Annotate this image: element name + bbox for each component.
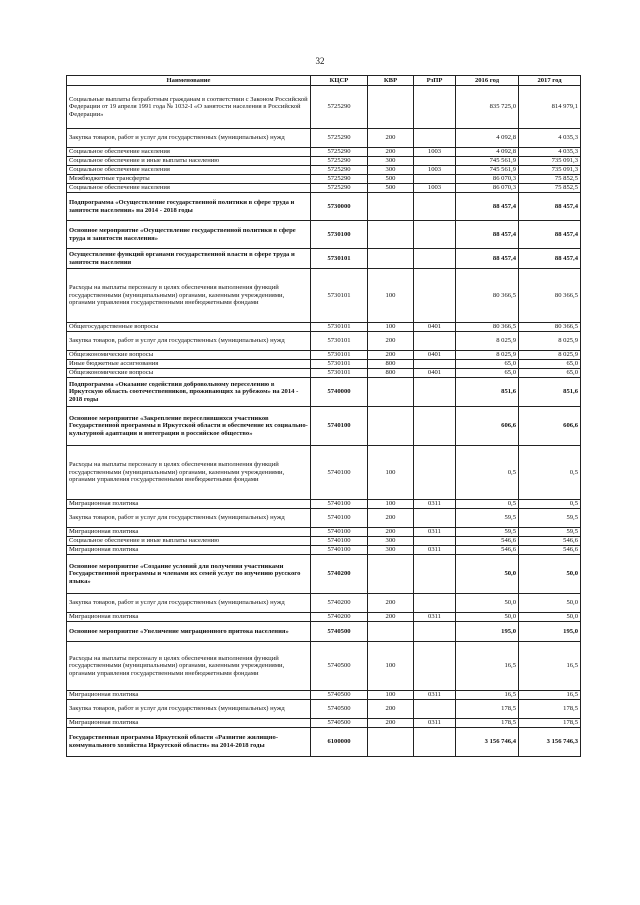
cell-2017: 0,5 bbox=[519, 500, 581, 509]
cell-2017: 8 025,9 bbox=[519, 351, 581, 360]
cell-rzpr: 1003 bbox=[414, 184, 456, 193]
cell-name: Основное мероприятие «Закрепление переселившихся участников Государственной программы в Иркутской области и обеспечение их социально-культурной адаптации и интеграции в российское общество» bbox=[67, 407, 311, 446]
cell-kvr: 100 bbox=[368, 446, 414, 500]
cell-rzpr bbox=[414, 193, 456, 221]
cell-2017: 50,0 bbox=[519, 613, 581, 622]
cell-kvr: 300 bbox=[368, 537, 414, 546]
cell-kvr: 100 bbox=[368, 500, 414, 509]
cell-kcsr: 5725290 bbox=[311, 184, 368, 193]
header-kcsr: КЦСР bbox=[311, 76, 368, 86]
cell-rzpr: 0401 bbox=[414, 369, 456, 378]
table-row bbox=[67, 613, 581, 622]
cell-name: Миграционная политика bbox=[67, 528, 311, 537]
cell-2017: 65,0 bbox=[519, 360, 581, 369]
table-row bbox=[67, 642, 581, 691]
cell-kvr: 200 bbox=[368, 613, 414, 622]
cell-name: Миграционная политика bbox=[67, 546, 311, 555]
cell-name: Закупка товаров, работ и услуг для государственных (муниципальных) нужд bbox=[67, 332, 311, 351]
cell-2016: 0,5 bbox=[456, 500, 519, 509]
cell-kcsr: 5740500 bbox=[311, 700, 368, 719]
cell-2016: 8 025,9 bbox=[456, 332, 519, 351]
cell-2017: 8 025,9 bbox=[519, 332, 581, 351]
cell-kcsr: 5730101 bbox=[311, 369, 368, 378]
cell-2017: 80 366,5 bbox=[519, 269, 581, 323]
cell-2017: 50,0 bbox=[519, 594, 581, 613]
table-row bbox=[67, 269, 581, 323]
table-row bbox=[67, 728, 581, 757]
budget-table bbox=[66, 75, 581, 757]
table-row bbox=[67, 546, 581, 555]
cell-2017: 88 457,4 bbox=[519, 193, 581, 221]
table-row bbox=[67, 221, 581, 249]
cell-rzpr bbox=[414, 728, 456, 757]
cell-2017: 16,5 bbox=[519, 642, 581, 691]
cell-kvr: 300 bbox=[368, 546, 414, 555]
cell-name: Социальное обеспечение населения bbox=[67, 166, 311, 175]
cell-kcsr: 5740100 bbox=[311, 509, 368, 528]
cell-kcsr: 5730101 bbox=[311, 351, 368, 360]
table-row bbox=[67, 157, 581, 166]
cell-rzpr bbox=[414, 378, 456, 407]
table-body bbox=[67, 86, 581, 757]
cell-kcsr: 6100000 bbox=[311, 728, 368, 757]
cell-kvr: 100 bbox=[368, 269, 414, 323]
cell-2017: 75 852,5 bbox=[519, 175, 581, 184]
cell-name: Закупка товаров, работ и услуг для государственных (муниципальных) нужд bbox=[67, 594, 311, 613]
cell-2017: 80 366,5 bbox=[519, 323, 581, 332]
cell-2016: 50,0 bbox=[456, 594, 519, 613]
cell-2016: 50,0 bbox=[456, 613, 519, 622]
cell-kcsr: 5730000 bbox=[311, 193, 368, 221]
cell-2016: 0,5 bbox=[456, 446, 519, 500]
table-row bbox=[67, 369, 581, 378]
cell-kcsr: 5740100 bbox=[311, 528, 368, 537]
cell-2016: 851,6 bbox=[456, 378, 519, 407]
cell-2017: 178,5 bbox=[519, 700, 581, 719]
cell-2016: 4 092,8 bbox=[456, 129, 519, 148]
cell-rzpr: 0401 bbox=[414, 323, 456, 332]
table-row bbox=[67, 594, 581, 613]
cell-kvr: 200 bbox=[368, 148, 414, 157]
table-row bbox=[67, 446, 581, 500]
cell-kvr: 800 bbox=[368, 369, 414, 378]
cell-kcsr: 5730101 bbox=[311, 360, 368, 369]
cell-kvr: 200 bbox=[368, 594, 414, 613]
cell-kcsr: 5740500 bbox=[311, 691, 368, 700]
cell-2016: 80 366,5 bbox=[456, 323, 519, 332]
cell-kcsr: 5740200 bbox=[311, 555, 368, 594]
table-row bbox=[67, 360, 581, 369]
cell-kcsr: 5730101 bbox=[311, 269, 368, 323]
cell-kvr: 500 bbox=[368, 175, 414, 184]
cell-kcsr: 5730100 bbox=[311, 221, 368, 249]
cell-kvr: 800 bbox=[368, 360, 414, 369]
table-row bbox=[67, 323, 581, 332]
table-row bbox=[67, 351, 581, 360]
cell-2016: 88 457,4 bbox=[456, 193, 519, 221]
cell-2016: 546,6 bbox=[456, 537, 519, 546]
cell-rzpr bbox=[414, 594, 456, 613]
cell-kcsr: 5740200 bbox=[311, 594, 368, 613]
cell-kcsr: 5725290 bbox=[311, 129, 368, 148]
cell-rzpr bbox=[414, 537, 456, 546]
cell-2016: 16,5 bbox=[456, 691, 519, 700]
cell-rzpr bbox=[414, 642, 456, 691]
cell-rzpr: 0311 bbox=[414, 719, 456, 728]
cell-name: Миграционная политика bbox=[67, 500, 311, 509]
cell-name: Общеэкономические вопросы bbox=[67, 369, 311, 378]
cell-kvr: 300 bbox=[368, 157, 414, 166]
cell-rzpr bbox=[414, 221, 456, 249]
table-row bbox=[67, 528, 581, 537]
table-row bbox=[67, 378, 581, 407]
cell-kcsr: 5740500 bbox=[311, 622, 368, 642]
header-2017: 2017 год bbox=[519, 76, 581, 86]
cell-rzpr: 0401 bbox=[414, 351, 456, 360]
table-row bbox=[67, 555, 581, 594]
cell-2017: 195,0 bbox=[519, 622, 581, 642]
cell-kcsr: 5740500 bbox=[311, 642, 368, 691]
cell-2016: 65,0 bbox=[456, 369, 519, 378]
cell-kcsr: 5725290 bbox=[311, 148, 368, 157]
cell-kvr: 200 bbox=[368, 351, 414, 360]
cell-kcsr: 5725290 bbox=[311, 86, 368, 129]
header-2016: 2016 год bbox=[456, 76, 519, 86]
cell-kvr: 200 bbox=[368, 129, 414, 148]
cell-2017: 814 979,1 bbox=[519, 86, 581, 129]
cell-2017: 59,5 bbox=[519, 509, 581, 528]
cell-rzpr: 1003 bbox=[414, 148, 456, 157]
cell-kvr bbox=[368, 249, 414, 269]
cell-name: Закупка товаров, работ и услуг для государственных (муниципальных) нужд bbox=[67, 129, 311, 148]
cell-name: Осуществление функций органами государственной власти в сфере труда и занятости населения bbox=[67, 249, 311, 269]
cell-rzpr bbox=[414, 175, 456, 184]
cell-rzpr bbox=[414, 86, 456, 129]
cell-kvr: 200 bbox=[368, 509, 414, 528]
cell-kcsr: 5740100 bbox=[311, 500, 368, 509]
cell-2017: 606,6 bbox=[519, 407, 581, 446]
cell-kvr: 100 bbox=[368, 323, 414, 332]
cell-name: Расходы на выплаты персоналу в целях обеспечения выполнения функций государственными (муниципальными) органами, казенными учреждениями, органами управления государственными внебюджетными фондами bbox=[67, 446, 311, 500]
cell-kcsr: 5740000 bbox=[311, 378, 368, 407]
cell-kvr: 200 bbox=[368, 332, 414, 351]
table-row bbox=[67, 691, 581, 700]
cell-2016: 16,5 bbox=[456, 642, 519, 691]
cell-kvr bbox=[368, 86, 414, 129]
cell-kvr: 500 bbox=[368, 184, 414, 193]
cell-name: Государственная программа Иркутской области «Развитие жилищно-коммунального хозяйства Иркутской области» на 2014-2018 годы bbox=[67, 728, 311, 757]
cell-kcsr: 5740100 bbox=[311, 407, 368, 446]
header-rzpr: РзПР bbox=[414, 76, 456, 86]
cell-kvr: 200 bbox=[368, 528, 414, 537]
cell-2016: 4 092,8 bbox=[456, 148, 519, 157]
cell-2016: 86 070,3 bbox=[456, 175, 519, 184]
table-row bbox=[67, 166, 581, 175]
cell-kvr bbox=[368, 407, 414, 446]
cell-rzpr: 0311 bbox=[414, 691, 456, 700]
cell-2016: 8 025,9 bbox=[456, 351, 519, 360]
cell-kvr: 200 bbox=[368, 719, 414, 728]
cell-rzpr bbox=[414, 157, 456, 166]
cell-name: Общеэкономические вопросы bbox=[67, 351, 311, 360]
table-row bbox=[67, 700, 581, 719]
cell-rzpr bbox=[414, 446, 456, 500]
cell-kcsr: 5730101 bbox=[311, 323, 368, 332]
cell-rzpr bbox=[414, 360, 456, 369]
cell-2016: 745 561,9 bbox=[456, 157, 519, 166]
cell-2016: 65,0 bbox=[456, 360, 519, 369]
cell-rzpr bbox=[414, 332, 456, 351]
cell-2016: 88 457,4 bbox=[456, 249, 519, 269]
cell-kcsr: 5725290 bbox=[311, 175, 368, 184]
cell-name: Расходы на выплаты персоналу в целях обеспечения выполнения функций государственными (муниципальными) органами, казенными учреждениями, органами управления государственными внебюджетными фондами bbox=[67, 269, 311, 323]
table-row bbox=[67, 129, 581, 148]
cell-2016: 835 725,0 bbox=[456, 86, 519, 129]
cell-rzpr bbox=[414, 622, 456, 642]
cell-2016: 178,5 bbox=[456, 719, 519, 728]
table-row bbox=[67, 175, 581, 184]
cell-name: Социальное обеспечение населения bbox=[67, 184, 311, 193]
cell-name: Основное мероприятие «Создание условий для получения участниками Государственной программы и членами их семей услуг по изучению русского языка» bbox=[67, 555, 311, 594]
cell-rzpr bbox=[414, 129, 456, 148]
cell-kvr: 200 bbox=[368, 700, 414, 719]
cell-2016: 745 561,9 bbox=[456, 166, 519, 175]
cell-rzpr: 0311 bbox=[414, 528, 456, 537]
cell-2017: 88 457,4 bbox=[519, 221, 581, 249]
cell-kcsr: 5725290 bbox=[311, 157, 368, 166]
table-row bbox=[67, 193, 581, 221]
cell-name: Расходы на выплаты персоналу в целях обеспечения выполнения функций государственными (муниципальными) органами, казенными учреждениями, органами управления государственными внебюджетными фондами bbox=[67, 642, 311, 691]
cell-2016: 178,5 bbox=[456, 700, 519, 719]
cell-kcsr: 5740200 bbox=[311, 613, 368, 622]
table-row bbox=[67, 537, 581, 546]
cell-name: Миграционная политика bbox=[67, 719, 311, 728]
table-row bbox=[67, 622, 581, 642]
cell-kvr bbox=[368, 728, 414, 757]
cell-2016: 86 070,3 bbox=[456, 184, 519, 193]
cell-2017: 65,0 bbox=[519, 369, 581, 378]
cell-name: Закупка товаров, работ и услуг для государственных (муниципальных) нужд bbox=[67, 509, 311, 528]
page-number: 32 bbox=[315, 56, 325, 66]
cell-2017: 4 035,3 bbox=[519, 148, 581, 157]
cell-2017: 546,6 bbox=[519, 546, 581, 555]
cell-kcsr: 5730101 bbox=[311, 332, 368, 351]
cell-name: Основное мероприятие «Осуществление государственной политики в сфере труда и занятости населения» bbox=[67, 221, 311, 249]
cell-2016: 59,5 bbox=[456, 528, 519, 537]
cell-name: Иные бюджетные ассигнования bbox=[67, 360, 311, 369]
table-row bbox=[67, 719, 581, 728]
cell-2016: 50,0 bbox=[456, 555, 519, 594]
table-row bbox=[67, 249, 581, 269]
cell-2016: 88 457,4 bbox=[456, 221, 519, 249]
cell-2017: 50,0 bbox=[519, 555, 581, 594]
cell-kcsr: 5740100 bbox=[311, 446, 368, 500]
cell-name: Общегосударственные вопросы bbox=[67, 323, 311, 332]
cell-2016: 606,6 bbox=[456, 407, 519, 446]
table-row bbox=[67, 509, 581, 528]
cell-2016: 195,0 bbox=[456, 622, 519, 642]
cell-kcsr: 5740500 bbox=[311, 719, 368, 728]
cell-name: Социальное обеспечение населения bbox=[67, 148, 311, 157]
cell-name: Социальные выплаты безработным гражданам в соответствии с Законом Российской Федерации от 19 апреля 1991 года № 1032-I «О занятости населения в Российской Федерации» bbox=[67, 86, 311, 129]
table-row bbox=[67, 184, 581, 193]
cell-2017: 59,5 bbox=[519, 528, 581, 537]
cell-rzpr bbox=[414, 509, 456, 528]
cell-name: Межбюджетные трансферты bbox=[67, 175, 311, 184]
cell-kvr bbox=[368, 555, 414, 594]
cell-name: Социальное обеспечение и иные выплаты населению bbox=[67, 537, 311, 546]
header-name: Наименование bbox=[67, 76, 311, 86]
table-row bbox=[67, 332, 581, 351]
cell-2017: 4 035,3 bbox=[519, 129, 581, 148]
cell-kvr bbox=[368, 193, 414, 221]
cell-name: Подпрограмма «Осуществление государственной политики в сфере труда и занятости населения» на 2014 - 2018 годы bbox=[67, 193, 311, 221]
cell-rzpr: 0311 bbox=[414, 500, 456, 509]
cell-2017: 3 156 746,3 bbox=[519, 728, 581, 757]
cell-rzpr bbox=[414, 407, 456, 446]
cell-name: Закупка товаров, работ и услуг для государственных (муниципальных) нужд bbox=[67, 700, 311, 719]
table-row bbox=[67, 148, 581, 157]
cell-name: Миграционная политика bbox=[67, 613, 311, 622]
cell-kcsr: 5730101 bbox=[311, 249, 368, 269]
cell-2017: 735 091,3 bbox=[519, 166, 581, 175]
cell-2017: 0,5 bbox=[519, 446, 581, 500]
cell-2017: 735 091,3 bbox=[519, 157, 581, 166]
header-kvr: КВР bbox=[368, 76, 414, 86]
cell-rzpr bbox=[414, 249, 456, 269]
cell-kcsr: 5725290 bbox=[311, 166, 368, 175]
cell-name: Социальное обеспечение и иные выплаты населению bbox=[67, 157, 311, 166]
cell-name: Миграционная политика bbox=[67, 691, 311, 700]
cell-name: Основное мероприятие «Увеличение миграционного притока населения» bbox=[67, 622, 311, 642]
cell-rzpr bbox=[414, 555, 456, 594]
cell-kcsr: 5740100 bbox=[311, 537, 368, 546]
table-row bbox=[67, 500, 581, 509]
cell-2017: 546,6 bbox=[519, 537, 581, 546]
cell-rzpr: 0311 bbox=[414, 546, 456, 555]
cell-2016: 546,6 bbox=[456, 546, 519, 555]
table-header-row bbox=[67, 76, 581, 86]
table-row bbox=[67, 86, 581, 129]
cell-2016: 80 366,5 bbox=[456, 269, 519, 323]
cell-2017: 178,5 bbox=[519, 719, 581, 728]
cell-kcsr: 5740100 bbox=[311, 546, 368, 555]
cell-kvr bbox=[368, 378, 414, 407]
cell-2017: 88 457,4 bbox=[519, 249, 581, 269]
cell-rzpr bbox=[414, 269, 456, 323]
cell-name: Подпрограмма «Оказание содействия добровольному переселению в Иркутскую область соотечественников, проживающих за рубежом» на 2014 - 2018 годы bbox=[67, 378, 311, 407]
cell-kvr: 100 bbox=[368, 691, 414, 700]
cell-2017: 16,5 bbox=[519, 691, 581, 700]
cell-2016: 3 156 746,4 bbox=[456, 728, 519, 757]
cell-rzpr bbox=[414, 700, 456, 719]
table-row bbox=[67, 407, 581, 446]
cell-2017: 75 852,5 bbox=[519, 184, 581, 193]
cell-rzpr: 1003 bbox=[414, 166, 456, 175]
cell-rzpr: 0311 bbox=[414, 613, 456, 622]
cell-kvr: 100 bbox=[368, 642, 414, 691]
cell-kvr bbox=[368, 221, 414, 249]
cell-2016: 59,5 bbox=[456, 509, 519, 528]
cell-2017: 851,6 bbox=[519, 378, 581, 407]
cell-kvr bbox=[368, 622, 414, 642]
cell-kvr: 300 bbox=[368, 166, 414, 175]
